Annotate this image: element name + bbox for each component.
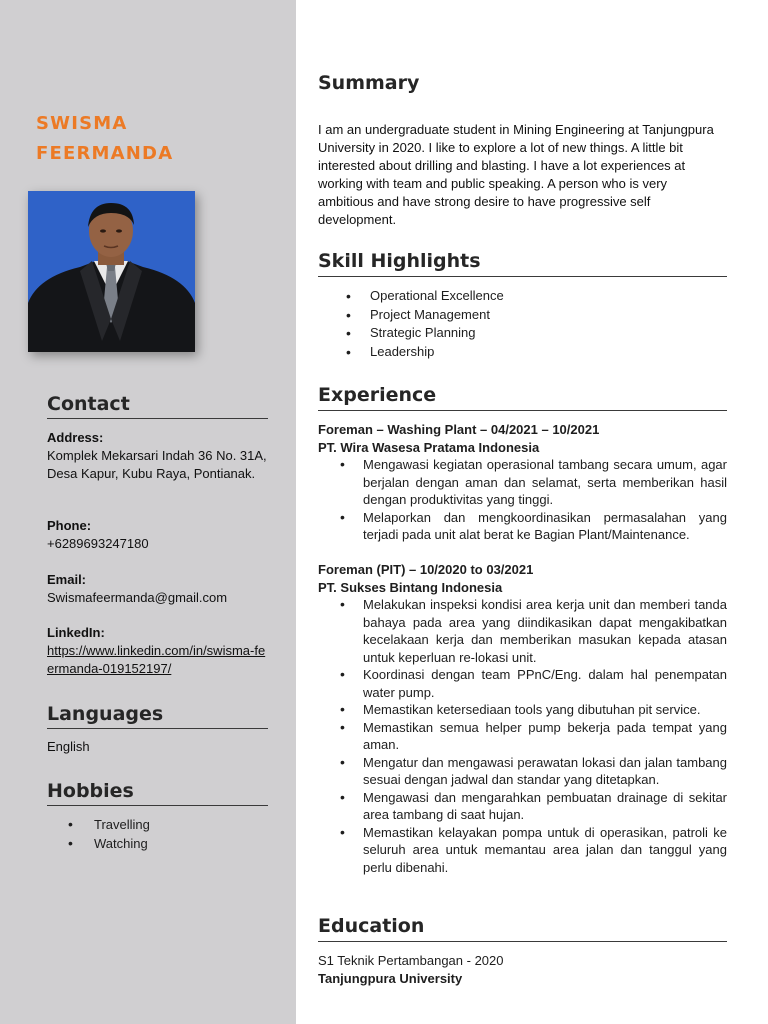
email-label: Email:	[47, 572, 87, 587]
job-entry	[318, 421, 727, 544]
profile-photo	[28, 191, 195, 352]
list-item: • Project Management	[344, 306, 504, 325]
list-item: • Mengatur dan mengawasi perawatan lokasi dan jalan tambang sesuai dengan jadwal dan standar yang ditetapkan.	[318, 754, 727, 789]
job-duties	[318, 596, 727, 876]
hobbies-list	[68, 815, 150, 853]
list-item: • Memastikan semua helper pump bekerja pada tempat yang aman.	[318, 719, 727, 754]
skills-list	[344, 287, 504, 361]
list-item: • Memastikan ketersediaan tools yang dibutuhan pit service.	[318, 701, 727, 719]
list-item: • Operational Excellence	[344, 287, 504, 306]
job-duties	[318, 456, 727, 544]
contact-address	[47, 429, 269, 483]
job-entry	[318, 561, 727, 876]
list-item: • Watching	[68, 834, 150, 853]
list-item: • Koordinasi dengan team PPnC/Eng. dalam hal penempatan water pump.	[318, 666, 727, 701]
list-item: • Mengawasi kegiatan operasional tambang secara umum, agar berjalan dengan aman dan selamat, serta memberikan hasil dengan produktivitas yang tinggi.	[318, 456, 727, 509]
contact-phone	[47, 517, 269, 553]
name-first: SWISMA	[36, 113, 128, 134]
job-title: Foreman – Washing Plant – 04/2021 – 10/2021	[318, 422, 600, 437]
education-entry	[318, 952, 727, 988]
linkedin-link[interactable]: https://www.linkedin.com/in/swisma-feermanda-019152197/	[47, 643, 266, 676]
email-value: Swismafeermanda@gmail.com	[47, 590, 228, 605]
job-title: Foreman (PIT) – 10/2020 to 03/2021	[318, 562, 534, 577]
hobbies-heading: Hobbies	[47, 780, 268, 806]
education-degree: S1 Teknik Pertambangan - 2020	[318, 953, 504, 968]
contact-email	[47, 571, 269, 607]
job-company: PT. Wira Wasesa Pratama Indonesia	[318, 439, 540, 455]
skills-heading: Skill Highlights	[318, 250, 727, 277]
list-item: • Melakukan inspeksi kondisi area kerja unit dan memberi tanda bahaya pada area yang diindikasikan dapat mengakibatkan kecelakaan kerja dan memberikan masukan kepada atasan untuk keperluan re-lokasi unit.	[318, 596, 727, 666]
languages-heading: Languages	[47, 703, 268, 729]
linkedin-label: LinkedIn:	[47, 625, 105, 640]
sidebar	[0, 0, 296, 1024]
list-item: • Strategic Planning	[344, 324, 504, 343]
address-label: Address:	[47, 430, 104, 445]
job-company: PT. Sukses Bintang Indonesia	[318, 579, 503, 595]
experience-heading: Experience	[318, 384, 727, 411]
phone-label: Phone:	[47, 518, 92, 533]
contact-heading: Contact	[47, 393, 268, 419]
summary-text: I am an undergraduate student in Mining Engineering at Tanjungpura University in 2020. I like to explore a lot of new things. A little bit interested about drilling and blasting. I have a lot experiences at working with team and public speaking. A person who is very ambitious and have strong desire to have progressive self development.	[318, 122, 714, 227]
language-item: English	[47, 739, 90, 754]
address-value: Komplek Mekarsari Indah 36 No. 31A, Desa Kapur, Kubu Raya, Pontianak.	[47, 448, 267, 481]
name-last: FEERMANDA	[36, 143, 174, 164]
phone-value: +6289693247180	[47, 536, 149, 551]
education-heading: Education	[318, 915, 727, 942]
list-item: • Leadership	[344, 343, 504, 362]
summary-heading: Summary	[318, 72, 420, 94]
list-item: • Melaporkan dan mengkoordinasikan permasalahan yang terjadi pada unit alat berat ke Bagian Plant/Maintenance.	[318, 509, 727, 544]
contact-linkedin	[47, 624, 269, 678]
education-school: Tanjungpura University	[318, 971, 463, 986]
list-item: • Travelling	[68, 815, 150, 834]
list-item: • Memastikan kelayakan pompa untuk di operasikan, patroli ke seluruh area untuk memantau area jalan dan tanggul yang perlu dibenahi.	[318, 824, 727, 877]
list-item: • Mengawasi dan mengarahkan pembuatan drainage di sekitar area tambang di saat hujan.	[318, 789, 727, 824]
